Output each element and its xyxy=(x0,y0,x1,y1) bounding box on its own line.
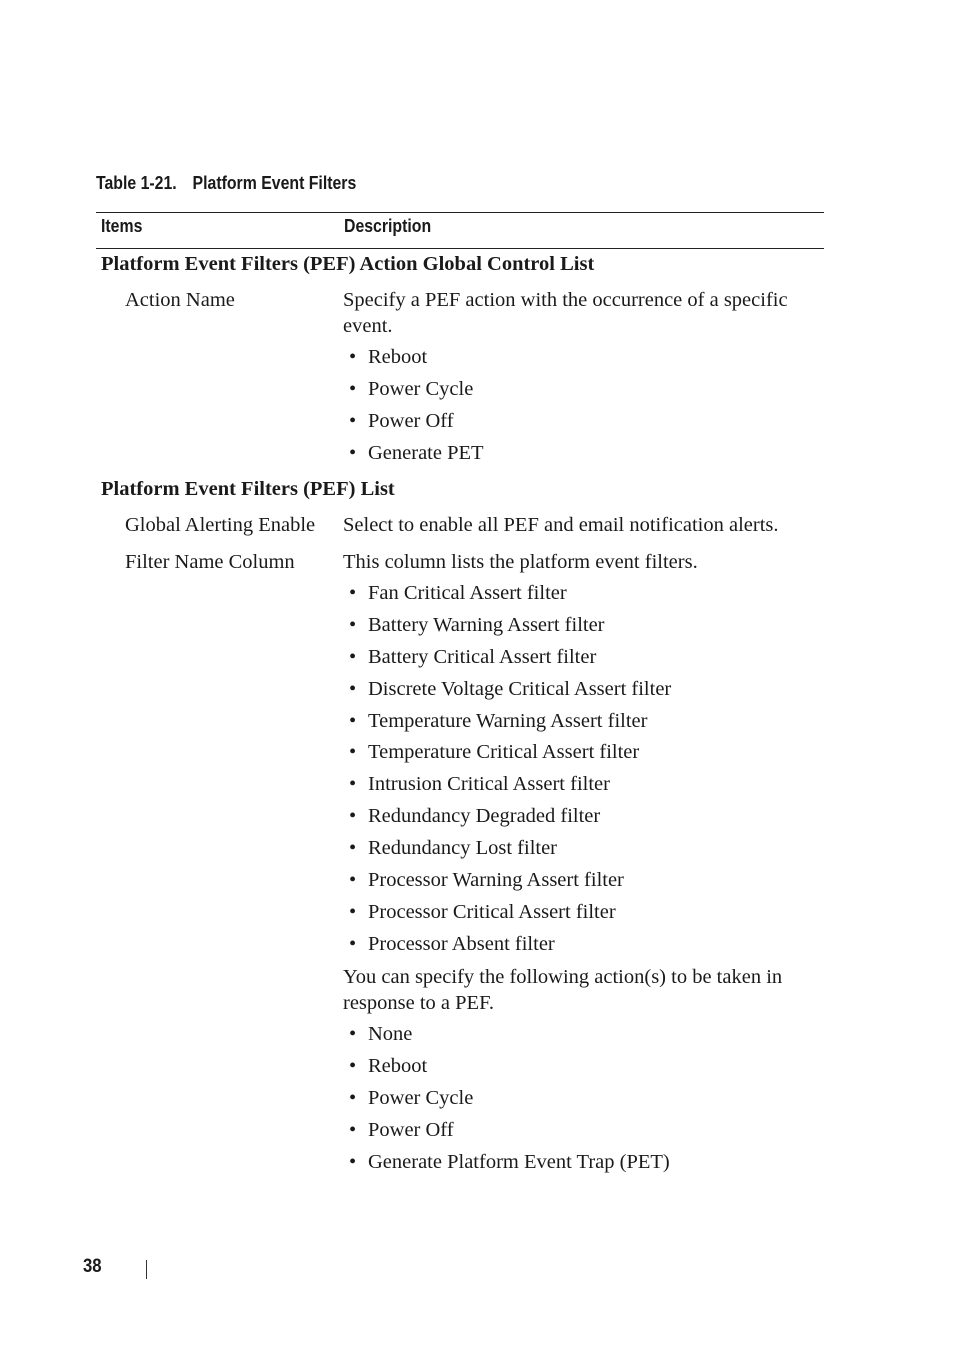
item-filter-name: Filter Name Column xyxy=(125,551,295,573)
list-item: • None xyxy=(349,1021,670,1053)
list-item: • Battery Warning Assert filter xyxy=(349,612,671,644)
table-caption xyxy=(96,173,356,194)
page-number: 38 xyxy=(83,1256,102,1277)
table-number: Table 1-21. xyxy=(96,173,177,193)
list-item: • Processor Warning Assert filter xyxy=(349,867,671,899)
list-item: • Fan Critical Assert filter xyxy=(349,580,671,612)
list-item: • Redundancy Lost filter xyxy=(349,835,671,867)
item-action-name: Action Name xyxy=(125,289,235,311)
header-rule xyxy=(96,248,824,249)
desc-filter-name: This column lists the platform event filters. xyxy=(343,551,698,573)
section-title: Platform Event Filters (PEF) List xyxy=(101,478,395,500)
list-item: • Generate Platform Event Trap (PET) xyxy=(349,1149,670,1181)
list-item: • Temperature Critical Assert filter xyxy=(349,739,671,771)
pef-action-list xyxy=(349,1021,670,1180)
list-item: • Processor Absent filter xyxy=(349,931,671,963)
list-item: • Battery Critical Assert filter xyxy=(349,644,671,676)
desc-actions: You can specify the following action(s) to be taken in response to a PEF. xyxy=(343,966,783,1014)
list-item: • Discrete Voltage Critical Assert filter xyxy=(349,676,671,708)
desc-global-alerting: Select to enable all PEF and email notification alerts. xyxy=(343,514,779,536)
table-title: Platform Event Filters xyxy=(192,173,357,193)
filter-list xyxy=(349,580,671,963)
list-item: • Processor Critical Assert filter xyxy=(349,899,671,931)
table-top-rule xyxy=(96,212,824,213)
item-global-alerting: Global Alerting Enable xyxy=(125,514,316,536)
column-header-description: Description xyxy=(344,216,432,236)
list-item: • Intrusion Critical Assert filter xyxy=(349,771,671,803)
list-item: • Reboot xyxy=(349,1053,670,1085)
section-title: Platform Event Filters (PEF) Action Global Control List xyxy=(101,253,595,275)
list-item: • Generate PET xyxy=(349,440,484,472)
list-item: • Temperature Warning Assert filter xyxy=(349,708,671,740)
page-divider xyxy=(146,1260,147,1279)
action-list xyxy=(349,344,484,472)
list-item: • Redundancy Degraded filter xyxy=(349,803,671,835)
list-item: • Power Off xyxy=(349,1117,670,1149)
desc-action-name: Specify a PEF action with the occurrence of a specific event. xyxy=(343,289,788,337)
list-item: • Power Cycle xyxy=(349,1085,670,1117)
list-item: • Power Cycle xyxy=(349,376,484,408)
column-header-items: Items xyxy=(101,216,143,236)
list-item: • Reboot xyxy=(349,344,484,376)
list-item: • Power Off xyxy=(349,408,484,440)
